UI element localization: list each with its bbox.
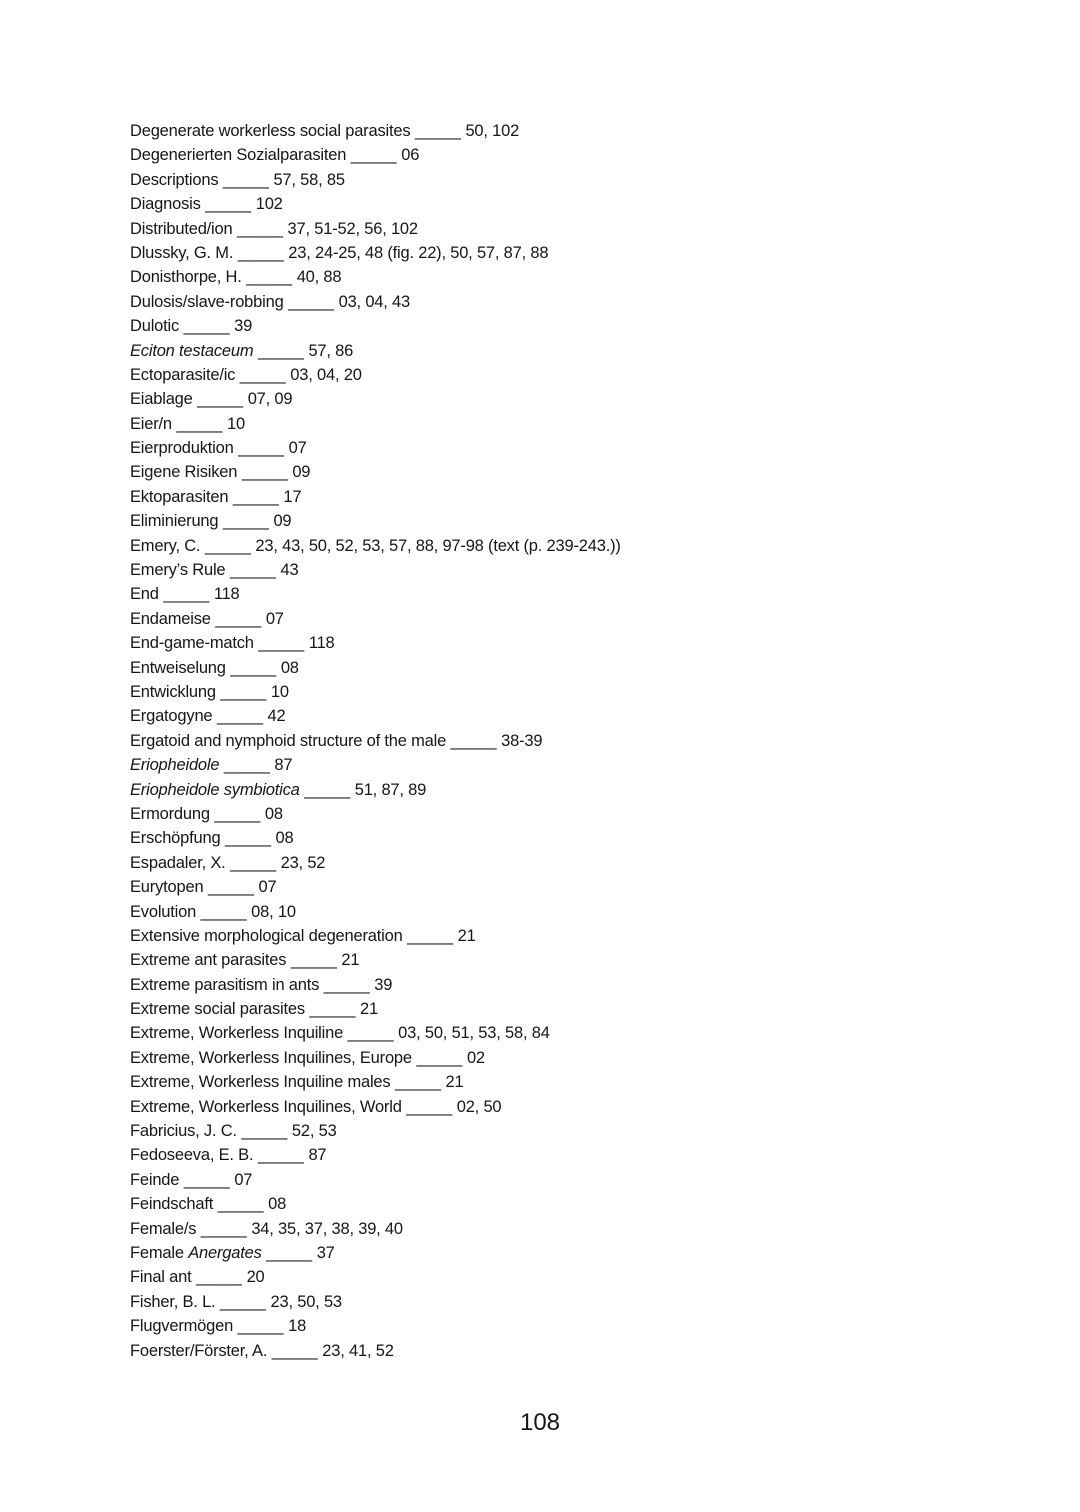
entry-pages: 34, 35, 37, 38, 39, 40 (251, 1219, 403, 1238)
entry-term: Extreme, Workerless Inquiline (130, 1024, 344, 1043)
entry-pages: 87 (308, 1146, 327, 1165)
leader-line: _____ (299, 780, 355, 799)
leader-line: _____ (286, 951, 342, 970)
entry-pages: 03, 04, 20 (290, 365, 362, 384)
index-entry (130, 143, 621, 167)
entry-pages: 03, 04, 43 (338, 292, 411, 311)
index-entry (130, 778, 621, 802)
index-entry (130, 339, 621, 363)
index-entry (130, 875, 621, 899)
entry-term: Extreme, Workerless Inquilines, Europe (130, 1048, 412, 1067)
entry-term: Female Anergates (130, 1243, 262, 1262)
leader-line: _____ (237, 463, 293, 482)
leader-line: _____ (192, 390, 248, 409)
leader-line: _____ (241, 268, 297, 287)
entry-pages: 57, 58, 85 (273, 170, 345, 189)
leader-line: _____ (200, 195, 256, 214)
leader-line: _____ (225, 853, 281, 872)
entry-term: Ermordung (130, 804, 210, 823)
leader-line: _____ (236, 1122, 292, 1141)
leader-line: _____ (212, 707, 268, 726)
entry-term: Ectoparasite/ic (130, 365, 236, 384)
index-entry (130, 1046, 621, 1070)
entry-pages: 39 (234, 317, 253, 336)
entry-pages: 43 (280, 561, 299, 580)
entry-pages: 87 (274, 756, 293, 775)
entry-pages: 51, 87, 89 (354, 780, 427, 799)
entry-term: Eurytopen (130, 878, 204, 897)
leader-line: _____ (253, 1146, 309, 1165)
entry-term: Dulosis/slave-robbing (130, 292, 284, 311)
entry-pages: 21 (341, 951, 360, 970)
index-entry (130, 314, 621, 338)
index-entry (130, 924, 621, 948)
leader-line: _____ (343, 1024, 399, 1043)
entry-term: End-game-match (130, 634, 254, 653)
leader-line: _____ (218, 170, 274, 189)
leader-line: _____ (267, 1341, 323, 1360)
index-entry (130, 290, 621, 314)
index-entry (130, 851, 621, 875)
entry-pages: 52, 53 (291, 1122, 337, 1141)
entry-term: Eierproduktion (130, 439, 234, 458)
entry-term: Extreme parasitism in ants (130, 975, 320, 994)
entry-pages: 118 (308, 634, 335, 653)
entry-pages: 102 (255, 195, 283, 214)
leader-line: _____ (220, 829, 276, 848)
entry-pages: 37, 51-52, 56, 102 (287, 219, 418, 238)
leader-line: _____ (171, 414, 227, 433)
entry-term: Emery’s Rule (130, 561, 226, 580)
entry-term: Extreme ant parasites (130, 951, 287, 970)
index-entry (130, 1070, 621, 1094)
index-entry (130, 1339, 621, 1363)
entry-pages: 23, 50, 53 (270, 1292, 342, 1311)
leader-line: _____ (235, 365, 291, 384)
entry-pages: 23, 43, 50, 52, 53, 57, 88, 97-98 (text (p. 239-243.)) (255, 536, 621, 555)
entry-term: Emery, C. (130, 536, 201, 555)
entry-pages: 23, 41, 52 (322, 1341, 394, 1360)
entry-term: Extensive morphological degeneration (130, 926, 403, 945)
index-entry (130, 412, 621, 436)
entry-pages: 10 (226, 414, 245, 433)
index-entry (130, 802, 621, 826)
leader-line: _____ (191, 1268, 247, 1287)
entry-pages: 09 (292, 463, 311, 482)
entry-pages: 02, 50 (456, 1097, 502, 1116)
entry-pages: 08, 10 (251, 902, 296, 921)
leader-line: _____ (209, 804, 265, 823)
index-entry (130, 217, 621, 241)
index-entry (130, 485, 621, 509)
entry-term: Feindschaft (130, 1195, 214, 1214)
index-entry (130, 631, 621, 655)
index-entry (130, 1192, 621, 1216)
entry-term: Dlussky, G. M. (130, 243, 234, 262)
index-entry (130, 729, 621, 753)
leader-line: _____ (253, 341, 309, 360)
entry-pages: 06 (401, 146, 420, 165)
entry-pages: 21 (445, 1073, 464, 1092)
entry-pages: 23, 24-25, 48 (fig. 22), 50, 57, 87, 88 (288, 243, 549, 262)
entry-pages: 08 (264, 804, 283, 823)
index-entry (130, 558, 621, 582)
index-entry (130, 168, 621, 192)
entry-term: Eliminierung (130, 512, 219, 531)
leader-line: _____ (446, 731, 502, 750)
index-entry (130, 656, 621, 680)
entry-term: Distributed/ion (130, 219, 233, 238)
index-entry (130, 1314, 621, 1338)
entry-pages: 57, 86 (308, 341, 354, 360)
leader-line: _____ (232, 219, 288, 238)
entry-term: Dulotic (130, 317, 180, 336)
leader-line: _____ (253, 634, 309, 653)
index-entry (130, 704, 621, 728)
index-entry (130, 900, 621, 924)
entry-pages: 08 (275, 829, 294, 848)
entry-pages: 21 (457, 926, 476, 945)
entry-term: Degenerierten Sozialparasiten (130, 146, 347, 165)
entry-term-italic: Eriopheidole (130, 756, 220, 775)
leader-line: _____ (390, 1073, 446, 1092)
entry-term: Erschöpfung (130, 829, 221, 848)
index-entry (130, 948, 621, 972)
entry-term: Entwicklung (130, 682, 216, 701)
entry-pages: 07, 09 (247, 390, 293, 409)
leader-line: _____ (401, 1097, 457, 1116)
index-entry (130, 1168, 621, 1192)
entry-term-italic: Eriopheidole symbiotica (130, 780, 300, 799)
entry-term: Evolution (130, 902, 197, 921)
entry-term: End (130, 585, 159, 604)
entry-term: Eier/n (130, 414, 172, 433)
entry-pages: 03, 50, 51, 53, 58, 84 (398, 1024, 550, 1043)
entry-term: Fisher, B. L. (130, 1292, 216, 1311)
entry-pages: 40, 88 (296, 268, 342, 287)
index-entry (130, 1119, 621, 1143)
entry-term: Entweiselung (130, 658, 226, 677)
index-entry (130, 1021, 621, 1045)
leader-line: _____ (304, 1000, 360, 1019)
leader-line: _____ (215, 682, 271, 701)
entry-term: Extreme, Workerless Inquilines, World (130, 1097, 402, 1116)
leader-line: _____ (210, 609, 266, 628)
leader-line: _____ (213, 1195, 269, 1214)
entry-term: Endameise (130, 609, 211, 628)
index-entry (130, 436, 621, 460)
leader-line: _____ (196, 1219, 252, 1238)
leader-line: _____ (225, 658, 281, 677)
index-entry (130, 192, 621, 216)
index-entry (130, 241, 621, 265)
entry-term: Descriptions (130, 170, 219, 189)
index-entry (130, 1217, 621, 1241)
leader-line: _____ (410, 122, 466, 140)
entry-pages: 23, 52 (280, 853, 326, 872)
entry-pages: 37 (316, 1243, 335, 1262)
entry-term: Ergatoid and nymphoid structure of the male (130, 731, 447, 750)
index-entry (130, 363, 621, 387)
entry-pages: 18 (288, 1317, 307, 1336)
entry-term (130, 781, 300, 799)
leader-line: _____ (200, 536, 256, 555)
index-entry (130, 582, 621, 606)
leader-line: _____ (402, 926, 458, 945)
index-entry (130, 265, 621, 289)
leader-line: _____ (179, 1170, 235, 1189)
leader-line: _____ (158, 585, 214, 604)
index-entry (130, 1095, 621, 1119)
entry-term: Degenerate workerless social parasites (130, 122, 411, 140)
entry-pages: 42 (267, 707, 286, 726)
entry-term: Eigene Risiken (130, 463, 238, 482)
leader-line: _____ (346, 146, 402, 165)
entry-term: Flugvermögen (130, 1317, 234, 1336)
entry-pages: 38-39 (501, 731, 543, 750)
entry-term: Espadaler, X. (130, 853, 226, 872)
entry-term-italic: Anergates (188, 1243, 262, 1262)
entry-term: Final ant (130, 1268, 192, 1287)
entry-pages: 17 (283, 487, 302, 506)
entry-term: Female/s (130, 1219, 197, 1238)
entry-pages: 20 (246, 1268, 265, 1287)
leader-line: _____ (283, 292, 339, 311)
leader-line: _____ (411, 1048, 467, 1067)
leader-line: _____ (233, 243, 289, 262)
index-entry (130, 119, 621, 143)
entry-pages: 07 (288, 439, 307, 458)
entry-term: Diagnosis (130, 195, 201, 214)
entry-term (130, 342, 253, 360)
entry-pages: 07 (234, 1170, 253, 1189)
leader-line: _____ (319, 975, 375, 994)
entry-pages: 21 (360, 1000, 378, 1019)
leader-line: _____ (225, 561, 281, 580)
index-entry (130, 1143, 621, 1167)
entry-term: Extreme social parasites (130, 1000, 305, 1019)
entry-term: Extreme, Workerless Inquiline males (130, 1073, 391, 1092)
index-entry (130, 1290, 621, 1314)
entry-term: Fabricius, J. C. (130, 1122, 237, 1141)
entry-pages: 08 (280, 658, 299, 677)
index-entry (130, 387, 621, 411)
leader-line: _____ (261, 1243, 317, 1262)
index-entry (130, 826, 621, 850)
leader-line: _____ (218, 512, 274, 531)
leader-line: _____ (203, 878, 259, 897)
leader-line: _____ (233, 439, 289, 458)
index-entry (130, 607, 621, 631)
entry-pages: 07 (258, 878, 277, 897)
entry-pages: 50, 102 (465, 122, 520, 140)
index-entry (130, 509, 621, 533)
page-number: 108 (519, 1409, 561, 1436)
entry-pages: 118 (213, 585, 240, 604)
leader-line: _____ (215, 1292, 271, 1311)
entry-pages: 02 (466, 1048, 485, 1067)
entry-term: Eiablage (130, 390, 193, 409)
index-entry (130, 1241, 621, 1265)
index-entry (130, 997, 621, 1021)
index-entry (130, 534, 621, 558)
entry-pages: 39 (374, 975, 393, 994)
entry-term (130, 756, 219, 774)
entry-term: Ektoparasiten (130, 487, 229, 506)
entry-pages: 08 (268, 1195, 287, 1214)
entry-term-italic: Eciton testaceum (130, 341, 254, 360)
entry-term: Fedoseeva, E. B. (130, 1146, 254, 1165)
leader-line: _____ (179, 317, 235, 336)
index-list (130, 119, 621, 1363)
index-entry (130, 973, 621, 997)
index-entry (130, 1265, 621, 1289)
leader-line: _____ (233, 1317, 289, 1336)
entry-pages: 09 (273, 512, 292, 531)
index-entry (130, 753, 621, 777)
leader-line: _____ (196, 902, 252, 921)
index-entry (130, 460, 621, 484)
entry-pages: 07 (265, 609, 284, 628)
entry-term: Ergatogyne (130, 707, 213, 726)
leader-line: _____ (219, 756, 275, 775)
entry-pages: 10 (270, 682, 289, 701)
entry-term: Donisthorpe, H. (130, 268, 242, 287)
index-entry (130, 680, 621, 704)
entry-term: Foerster/Förster, A. (130, 1341, 268, 1360)
entry-term: Feinde (130, 1170, 180, 1189)
leader-line: _____ (228, 487, 284, 506)
